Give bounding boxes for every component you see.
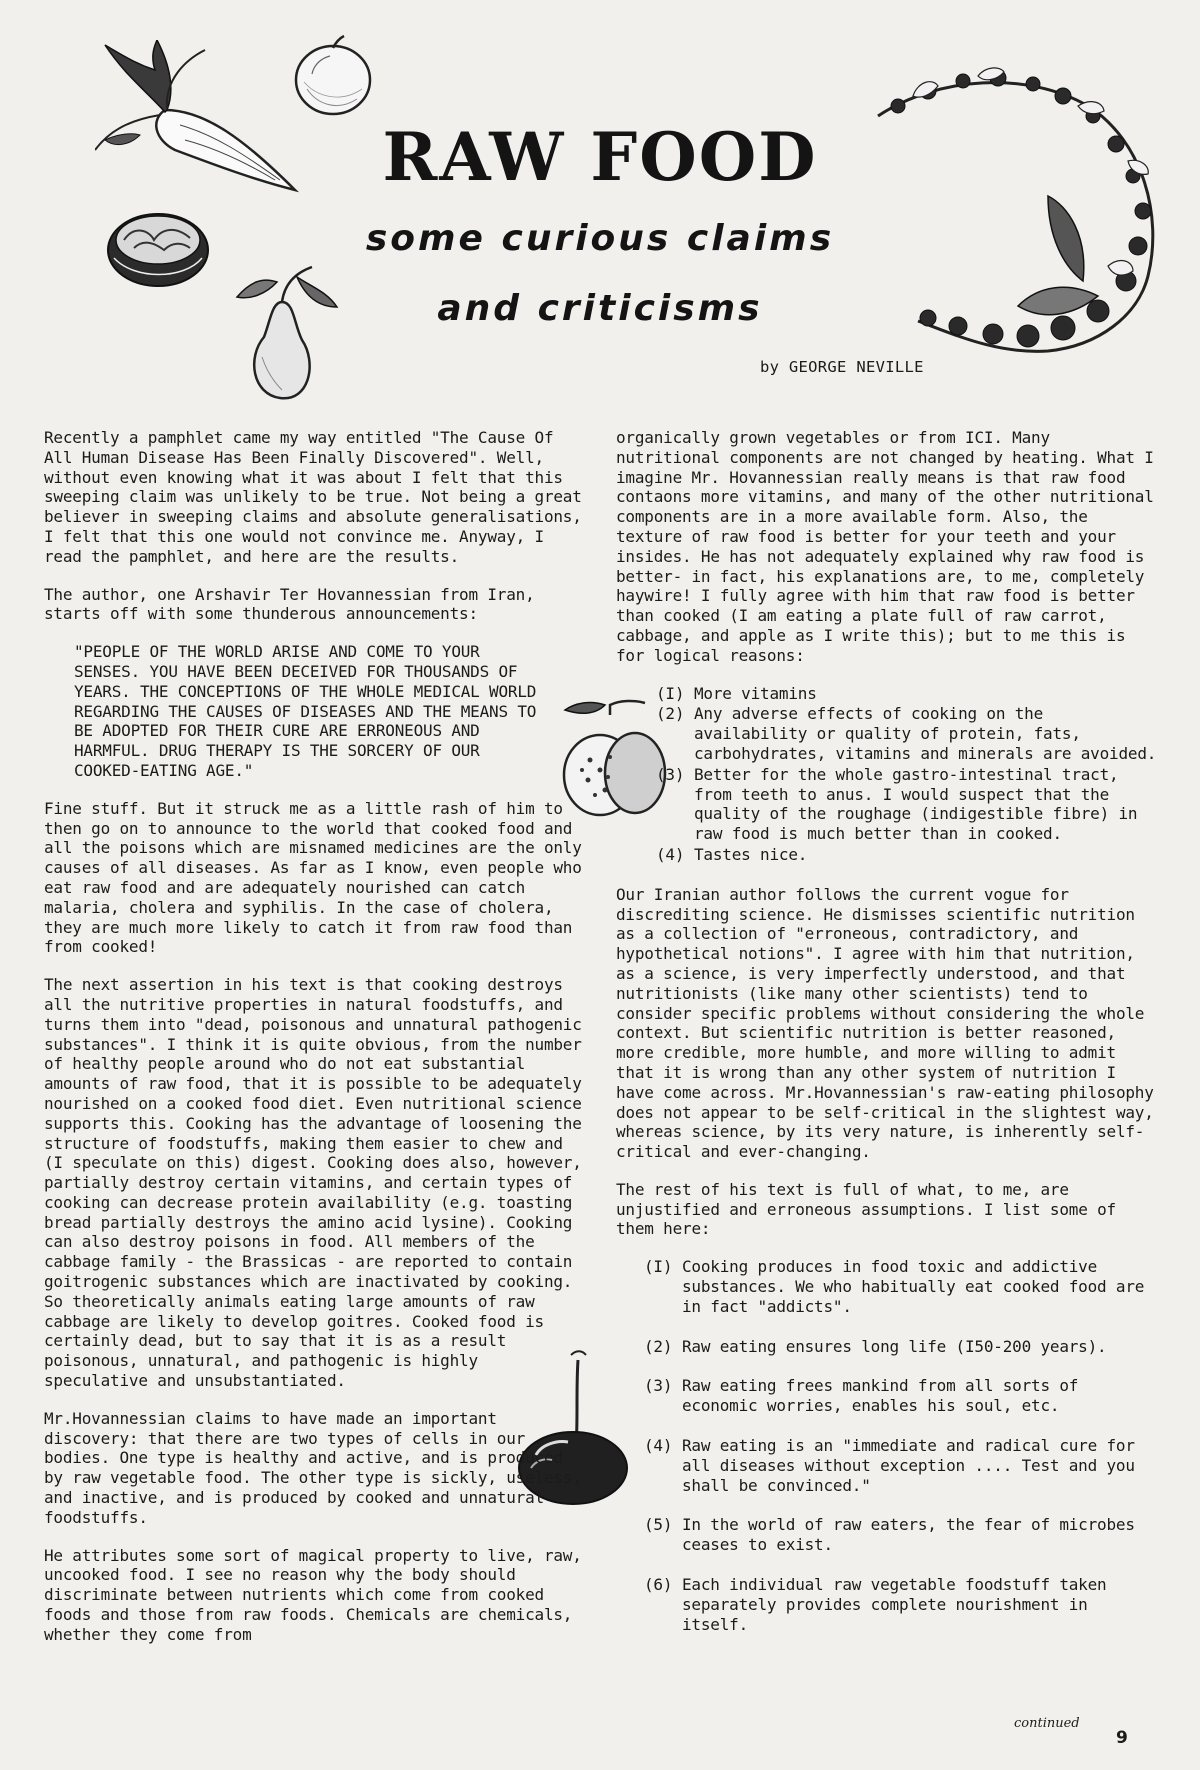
list-item: (I) More vitamins [656, 683, 817, 703]
paragraph: organically grown vegetables or from ICI. Many nutritional components are not changed by heating. What I imagine Mr. Hovannessian really means is that raw food contaons more vitamins, and many of the other nutritional components are in a more available form. Also, the texture of raw food is better for your teeth and your insides. He has not adequately explained why raw food is better- in fact, his explanations are, to me, completely haywire! I fully agree with him that raw food is better than cooked (I am eating a plate full of raw carrot, cabbage, and apple as I write this); but to me this is for logical reasons: [616, 428, 1154, 665]
paragraph: The author, one Arshavir Ter Hovannessian from Iran, starts off with some thunderous announcements: [44, 584, 535, 624]
reasons-list [616, 684, 1161, 865]
list-item: (2) Raw eating ensures long life (I50-200 years). [644, 1336, 1107, 1356]
paragraph: Mr.Hovannessian claims to have made an important discovery: that there are two types of cells in our bodies. One type is healthy and active, and is produced by raw vegetable food. The other type is sickly, useless, and inactive, and is produced by cooked and unnatural foodstuffs. [44, 1408, 582, 1527]
article-subtitle-line-1: some curious claims [365, 218, 835, 259]
list-item: (3) Better for the whole gastro-intestinal tract, from teeth to anus. I would suspect that the quality of the roughage (indigestible fibre) in raw food is much better than in cooked. [656, 764, 1138, 844]
continued-note: continued [1014, 1716, 1080, 1731]
list-item: (6) Each individual raw vegetable foodstuff taken separately provides complete nourishment in itself. [644, 1575, 1107, 1634]
paragraph: The rest of his text is full of what, to me, are unjustified and erroneous assumptions. I list some of them here: [616, 1179, 1116, 1239]
paragraph: Recently a pamphlet came my way entitled "The Cause Of All Human Disease Has Been Finally Discovered". Well, without even knowing what it was about I felt that this sweeping claim was unlikely to be true. Not being a great believer in sweeping claims and absolute generalisations, I felt that this one would not convince me. Anyway, I read the pamphlet, and here are the results. [44, 428, 582, 566]
right-column [616, 428, 1161, 1654]
paragraph: Fine stuff. But it struck me as a little rash of him to then go on to announce to the world that cooked food and all the poisons which are misnamed medicines are the only causes of all diseases. As far as I know, even people who eat raw food and are adequately nourished can catch malaria, cholera and syphilis. In the case of cholera, they are much more likely to catch it from raw food than from cooked! [44, 798, 582, 957]
list-item: (5) In the world of raw eaters, the fear of microbes ceases to exist. [644, 1515, 1135, 1555]
byline: by GEORGE NEVILLE [760, 358, 924, 376]
claims-list [616, 1257, 1161, 1634]
pear-icon [222, 262, 342, 402]
block-quote: "PEOPLE OF THE WORLD ARISE AND COME TO YOUR SENSES. YOU HAVE BEEN DECEIVED FOR THOUSANDS OF YEARS. THE CONCEPTIONS OF THE WHOLE MEDICAL WORLD REGARDING THE CAUSES OF DISEASES AND THE MEANS TO BE ADOPTED FOR THEIR CURE ARE ERRONEOUS AND HARMFUL. DRUG THERAPY IS THE SORCERY OF OUR COOKED-EATING AGE." [74, 642, 537, 780]
article-title: RAW FOOD [382, 118, 818, 196]
paragraph: The next assertion in his text is that cooking destroys all the nutritive properties in natural foodstuffs, and turns them into "dead, poisonous and unnatural pathogenic substances". I think it is quite obvious, from the number of healthy people around who do not eat substantial amounts of raw food, that it is possible to be adequately nourished on a cooked food diet. Even nutritional science supports this. Cooking has the advantage of loosening the structure of foodstuffs, making them easier to chew and (I speculate on this) digest. Cooking does also, however, partially destroy certain vitamins, and certain types of cooking can decrease protein availability (e.g. toasting bread partially destroys the amino acid lysine). Cooking can also destroy poisons in food. All members of the cabbage family - the Brassicas - are reported to contain goitrogenic substances which are inactivated by cooking. So theoretically animals eating large amounts of raw cabbage are likely to develop goitres. Cooked food is certainly dead, but to say that it is as a result poisonous, unnatural, and pathogenic is highly speculative and unsubstantiated. [44, 975, 582, 1391]
list-item: (4) Raw eating is an "immediate and radical cure for all diseases without exception .... Test and you shall be convinced." [644, 1436, 1135, 1495]
paragraph: He attributes some sort of magical property to live, raw, uncooked food. I see no reason why the body should discriminate between nutrients which come from cooked foods and those from raw foods. Chemicals are chemicals, whether they come from [44, 1545, 582, 1644]
left-column [44, 428, 584, 1663]
list-item: (4) Tastes nice. [656, 844, 808, 864]
article-subtitle-line-2: and criticisms [437, 288, 763, 329]
apple-icon [292, 34, 374, 118]
paragraph: Our Iranian author follows the current vogue for discrediting science. He dismisses scientific nutrition as a collection of "erroneous, contradictory, and hypothetical notions". I agree with him that nutrition, as a science, is very imperfectly understood, and that nutritionists (like many other scientists) tend to consider specific problems without considering the whole context. But scientific nutrition is better reasoned, more credible, more humble, and more willing to admit that it is wrong than any other system of nutrition I have come across. Mr.Hovannessian's raw-eating philosophy does not appear to be self-critical in the slightest way, whereas science, by its very nature, is inherently self-critical and ever-changing. [616, 884, 1154, 1162]
list-item: (2) Any adverse effects of cooking on the availability or quality of protein, fats, carbohydrates, vitamins and minerals are avoided. [656, 704, 1157, 763]
page-number: 9 [1116, 1728, 1128, 1748]
list-item: (I) Cooking produces in food toxic and addictive substances. We who habitually eat cooked food are in fact "addicts". [644, 1257, 1145, 1316]
list-item: (3) Raw eating frees mankind from all sorts of economic worries, enables his soul, etc. [644, 1376, 1079, 1416]
